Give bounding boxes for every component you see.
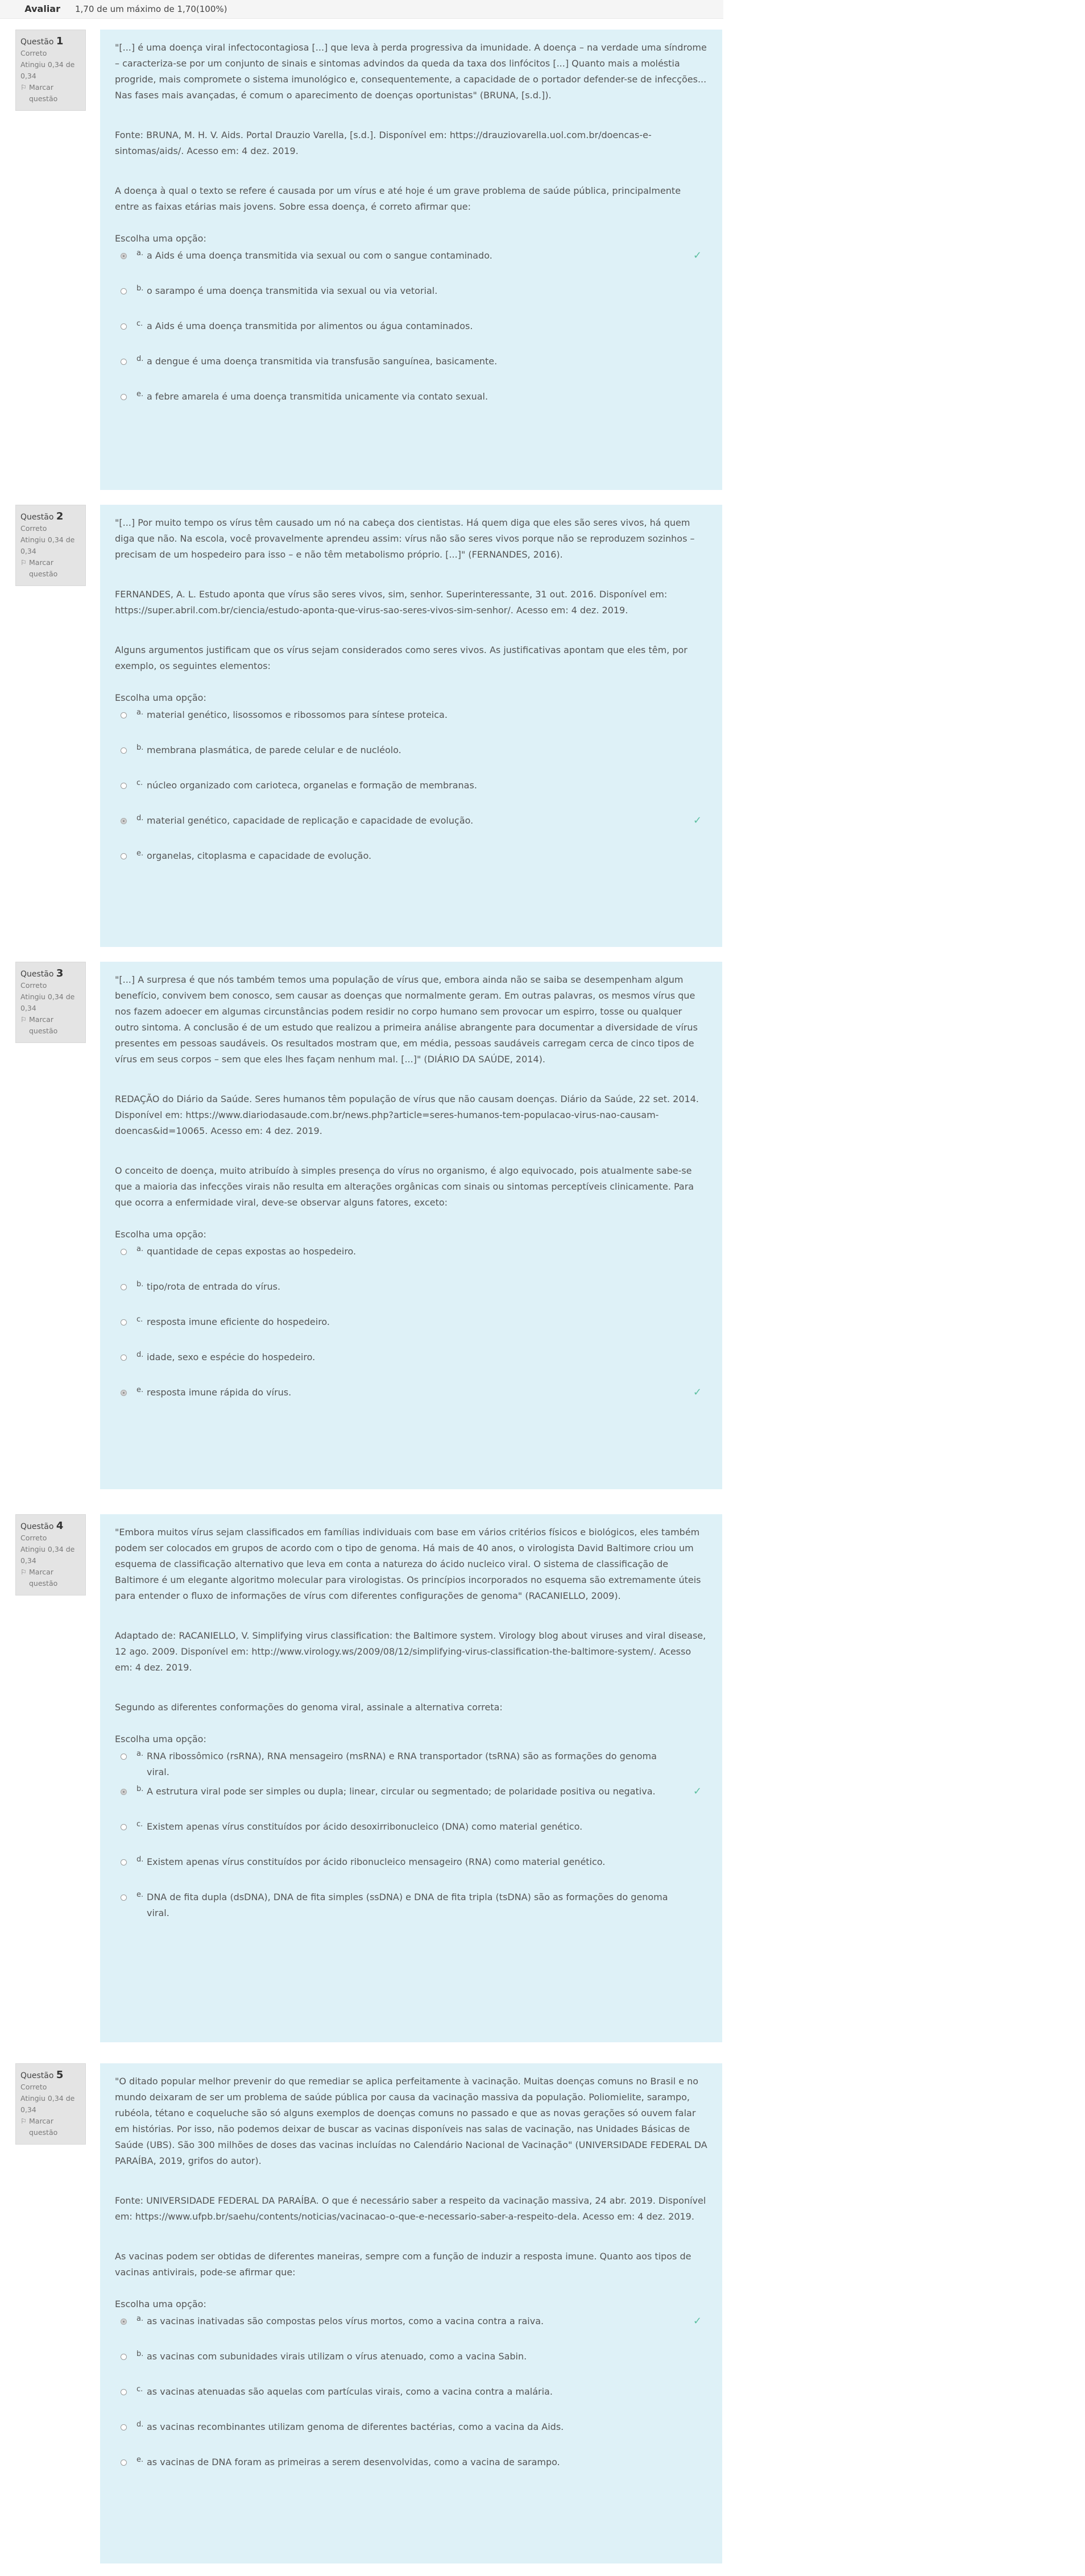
- option-text: material genético, lisossomos e ribossomos para síntese proteica.: [147, 709, 448, 720]
- question-word: Questão: [20, 970, 54, 979]
- radio-button[interactable]: [121, 288, 127, 294]
- check-icon: ✓: [693, 250, 702, 261]
- question-status: Correto: [20, 524, 47, 533]
- question-paragraph: "O ditado popular melhor prevenir do que remediar se aplica perfeitamente à vacinação. Muitas doenças comuns no Brasil e no mundo deixaram de ser um problema de saúde pública por causa da vacinação massiva da população. Poliomielite, sarampo, rubéola, tétano e coqueluche são só alguns exemplos de doenças comuns no passado e que as novas gerações só ouvem falar em histórias. Por isso, não podemos deixar de buscar as vacinas disponíveis nas salas de vacinação, nas Unidades Básicas de Saúde (UBS). São 300 milhões de doses das vacinas incluídas no Calendário Nacional de Vacinação" (UNIVERSIDADE FEDERAL DA PARAÍBA, 2019, grifos do autor).: [115, 2076, 707, 2166]
- option-letter: c.: [136, 779, 143, 787]
- question-info: [15, 1514, 86, 1596]
- grade-value: 1,70 de um máximo de 1,70(100%): [75, 4, 227, 14]
- option-text: membrana plasmática, de parede celular e de nucléolo.: [147, 745, 401, 755]
- question-number: 2: [56, 510, 64, 522]
- question-title: [20, 1520, 81, 1532]
- question-title: [20, 2070, 81, 2081]
- answer-option[interactable]: [115, 389, 707, 423]
- option-letter: d.: [136, 1351, 144, 1359]
- question-content: [100, 2063, 722, 2563]
- answer-option[interactable]: [115, 1279, 707, 1313]
- radio-button[interactable]: [121, 783, 127, 789]
- option-letter: b.: [136, 1280, 144, 1289]
- option-letter: c.: [136, 1315, 143, 1324]
- question-paragraph: Fonte: UNIVERSIDADE FEDERAL DA PARAÍBA. O que é necessário saber a respeito da vacinação massiva, 24 abr. 2019. Disponível em: https://www.ufpb.br/saehu/contents/noticias/vacinacao-o-que-e-necessario-saber-a-respeito-dela. Acesso em: 4 dez. 2019.: [115, 2195, 706, 2222]
- option-text: as vacinas atenuadas são aquelas com partículas virais, como a vacina contra a malária.: [147, 2386, 553, 2397]
- option-letter: a.: [136, 1750, 144, 1758]
- choose-option-label: Escolha uma opção:: [115, 1734, 206, 1744]
- choose-option-label: Escolha uma opção:: [115, 233, 206, 244]
- option-text: resposta imune eficiente do hospedeiro.: [147, 1316, 330, 1327]
- radio-button[interactable]: [121, 1894, 127, 1901]
- answer-option[interactable]: [115, 1819, 707, 1853]
- question-paragraph: Fonte: BRUNA, M. H. V. Aids. Portal Drauzio Varella, [s.d.]. Disponível em: https://drauziovarella.uol.com.br/doencas-e-sintomas/aids/. Acesso em: 4 dez. 2019.: [115, 130, 652, 156]
- question-paragraph: "[...] A surpresa é que nós também temos uma população de vírus que, embora ainda não se saiba se desempenham algum benefício, convivem bem conosco, sem causar as doenças que normalmente geram. Em outras palavras, os mesmos vírus que nos fazem adoecer em algumas circunstâncias podem residir no corpo humano sem provocar um espirro, tosse ou qualquer outro sintoma. A conclusão é de um estudo que realizou a primeira análise abrangente para documentar a diversidade de vírus presentes em pessoas saudáveis. Os resultados mostram que, em média, pessoas saudáveis carregam cerca de cinco tipos de vírus em seus corpos – sem que eles lhes façam nenhum mal. [...]" (DIÁRIO DA SAÚDE, 2014).: [115, 974, 698, 1065]
- question-paragraph: "[...] Por muito tempo os vírus têm causado um nó na cabeça dos cientistas. Há quem diga que eles são seres vivos, há quem diga que não. Na escola, você provavelmente aprendeu assim: vírus não são seres vivos porque não se reproduzem sozinhos – precisam de um hospedeiro para isso – e não têm metabolismo próprio. [...]" (FERNANDES, 2016).: [115, 517, 695, 560]
- question-paragraph: Alguns argumentos justificam que os vírus sejam considerados como seres vivos. As justificativas apontam que eles têm, por exemplo, os seguintes elementos:: [115, 645, 688, 671]
- question-word: Questão: [20, 513, 54, 522]
- question-paragraph: "[...] é uma doença viral infectocontagiosa [...] que leva à perda progressiva da imunidade. A doença – na verdade uma síndrome – caracteriza-se por um conjunto de sinais e sintomas advindos da queda da taxa dos linfócitos [...] Quanto mais a moléstia progride, mais compromete o sistema imunológico e, consequentemente, a capacidade de o portador defender-se de infecções... Nas fases mais avançadas, é comum o aparecimento de doenças oportunistas" (BRUNA, [s.d.]).: [115, 42, 707, 101]
- option-text: resposta imune rápida do vírus.: [147, 1387, 292, 1398]
- answer-options: [115, 248, 707, 423]
- question-paragraph: Adaptado de: RACANIELLO, V. Simplifying virus classification: the Baltimore system. Virology blog about viruses and viral disease, 12 ago. 2009. Disponível em: http://www.virology.ws/2009/08/12/simplifying-virus-classification-the-baltimore-system/. Acesso em: 4 dez. 2019.: [115, 1630, 706, 1673]
- radio-button[interactable]: [121, 2319, 127, 2325]
- option-text: quantidade de cepas expostas ao hospedeiro.: [147, 1246, 357, 1257]
- question-word: Questão: [20, 38, 54, 47]
- choose-option-label: Escolha uma opção:: [115, 692, 206, 703]
- radio-button[interactable]: [121, 1355, 127, 1361]
- option-letter: c.: [136, 1820, 143, 1829]
- answer-option[interactable]: [115, 848, 707, 882]
- option-letter: d.: [136, 2420, 144, 2429]
- question-info: [15, 30, 86, 111]
- question-status: Correto: [20, 2083, 47, 2091]
- radio-button[interactable]: [121, 853, 127, 859]
- answer-options: [115, 707, 707, 882]
- answer-options: [115, 1748, 707, 1923]
- flag-question-button[interactable]: [20, 82, 81, 105]
- radio-button[interactable]: [121, 1284, 127, 1290]
- radio-button[interactable]: [121, 1249, 127, 1255]
- option-letter: e.: [136, 390, 144, 398]
- option-letter: a.: [136, 2315, 144, 2323]
- check-icon: ✓: [693, 1386, 702, 1398]
- answer-option[interactable]: [115, 1349, 707, 1383]
- option-text: material genético, capacidade de replicação e capacidade de evolução.: [147, 815, 474, 826]
- flag-question-button[interactable]: [20, 2116, 81, 2138]
- answer-option[interactable]: [115, 778, 707, 812]
- option-text: a Aids é uma doença transmitida por alimentos ou água contaminados.: [147, 321, 473, 331]
- option-letter: d.: [136, 814, 144, 822]
- question-word: Questão: [20, 1522, 54, 1531]
- answer-option[interactable]: [115, 283, 707, 317]
- question-paragraph: REDAÇÃO do Diário da Saúde. Seres humanos têm população de vírus que não causam doenças. Diário da Saúde, 22 set. 2014. Disponível em: https://www.diariodasaude.com.br/news.php?article=seres-humanos-tem-populacao-virus-nao-causam-doencas&id=10065. Acesso em: 4 dez. 2019.: [115, 1094, 699, 1136]
- option-text: a Aids é uma doença transmitida via sexual ou com o sangue contaminado.: [147, 250, 492, 261]
- flag-icon: ⚐: [20, 83, 27, 92]
- answer-option[interactable]: [115, 707, 707, 741]
- radio-button[interactable]: [121, 359, 127, 365]
- question-status: Correto: [20, 1534, 47, 1542]
- option-letter: e.: [136, 849, 144, 858]
- question-content: [100, 1514, 722, 2042]
- option-letter: a.: [136, 708, 144, 717]
- question-status: Correto: [20, 49, 47, 57]
- question-paragraph: O conceito de doença, muito atribuído à simples presença do vírus no organismo, é algo equivocado, pois atualmente sabe-se que a maioria das infecções virais não resulta em alterações orgânicas com sinais ou sintomas perceptíveis clinicamente. Para que ocorra a enfermidade viral, deve-se observar alguns fatores, exceto:: [115, 1165, 694, 1208]
- flag-icon: ⚐: [20, 1015, 27, 1024]
- answer-options: [115, 1244, 707, 1419]
- answer-option[interactable]: [115, 1748, 707, 1783]
- radio-button[interactable]: [121, 1859, 127, 1865]
- option-letter: a.: [136, 249, 144, 257]
- question-content: [100, 30, 722, 490]
- choose-option-label: Escolha uma opção:: [115, 2299, 206, 2309]
- option-text: as vacinas de DNA foram as primeiras a serem desenvolvidas, como a vacina de sarampo.: [147, 2457, 560, 2467]
- grade-label: Avaliar: [24, 3, 60, 14]
- radio-button[interactable]: [121, 253, 127, 259]
- question-paragraph: A doença à qual o texto se refere é causada por um vírus e até hoje é um grave problema de saúde pública, principalmente entre as faixas etárias mais jovens. Sobre essa doença, é correto afirmar que:: [115, 185, 681, 212]
- option-letter: e.: [136, 2455, 144, 2464]
- question-score: Atingiu 0,34 de 0,34: [20, 2094, 75, 2114]
- option-letter: e.: [136, 1386, 144, 1394]
- flag-question-label: Marcar questão: [29, 1568, 58, 1588]
- question-status: Correto: [20, 981, 47, 990]
- radio-button[interactable]: [121, 2459, 127, 2466]
- option-text: as vacinas recombinantes utilizam genoma de diferentes bactérias, como a vacina da Aids.: [147, 2421, 564, 2432]
- option-text: A estrutura viral pode ser simples ou dupla; linear, circular ou segmentado; de polaridade positiva ou negativa.: [147, 1786, 656, 1797]
- option-text: Existem apenas vírus constituídos por ácido ribonucleico mensageiro (RNA) como material genético.: [147, 1856, 606, 1867]
- option-text: RNA ribossômico (rsRNA), RNA mensageiro (msRNA) e RNA transportador (tsRNA) são as formações do genoma viral.: [147, 1751, 657, 1777]
- radio-button[interactable]: [121, 1319, 127, 1326]
- radio-button[interactable]: [121, 2354, 127, 2360]
- answer-option[interactable]: [115, 1889, 707, 1923]
- answer-option[interactable]: [115, 2313, 707, 2348]
- option-text: organelas, citoplasma e capacidade de evolução.: [147, 850, 372, 861]
- answer-option[interactable]: [115, 1854, 707, 1888]
- question-title: [20, 968, 81, 980]
- question-paragraph: "Embora muitos vírus sejam classificados em famílias individuais com base em vários critérios físicos e biológicos, eles também podem ser colocados em grupos de acordo com o tipo de genoma. Há mais de 40 anos, o virologista David Baltimore criou um esquema de classificação alternativo que leva em conta a natureza do ácido nucleico viral. O sistema de classificação de Baltimore é um elegante algoritmo molecular para virologistas. Os princípios incorporados no esquema são extremamente úteis para entender o fluxo de informações de vírus com diferentes configurações de genoma" (RACANIELLO, 2009).: [115, 1527, 701, 1601]
- option-letter: c.: [136, 319, 143, 328]
- flag-icon: ⚐: [20, 558, 27, 567]
- radio-button[interactable]: [121, 818, 127, 824]
- radio-button[interactable]: [121, 1789, 127, 1795]
- option-text: Existem apenas vírus constituídos por ácido desoxirribonucleico (DNA) como material genético.: [147, 1821, 583, 1832]
- check-icon: ✓: [693, 1785, 702, 1797]
- answer-option[interactable]: [115, 2349, 707, 2383]
- question-content: [100, 962, 722, 1489]
- choose-option-label: Escolha uma opção:: [115, 1229, 206, 1240]
- flag-question-button[interactable]: [20, 1567, 81, 1589]
- answer-option[interactable]: [115, 354, 707, 388]
- question-number: 1: [56, 35, 64, 47]
- option-letter: b.: [136, 2350, 144, 2358]
- answer-option[interactable]: [115, 1244, 707, 1278]
- answer-options: [115, 2313, 707, 2488]
- option-text: as vacinas inativadas são compostas pelos vírus mortos, como a vacina contra a raiva.: [147, 2316, 544, 2326]
- option-text: a febre amarela é uma doença transmitida unicamente via contato sexual.: [147, 391, 488, 402]
- radio-button[interactable]: [121, 712, 127, 718]
- question-score: Atingiu 0,34 de 0,34: [20, 992, 75, 1012]
- option-letter: b.: [136, 284, 144, 293]
- question-title: [20, 36, 81, 48]
- question-word: Questão: [20, 2071, 54, 2080]
- answer-option[interactable]: [115, 742, 707, 776]
- answer-option[interactable]: [115, 318, 707, 352]
- question-info: [15, 2063, 86, 2145]
- option-letter: a.: [136, 1245, 144, 1253]
- flag-question-button[interactable]: [20, 557, 81, 580]
- answer-option[interactable]: [115, 1314, 707, 1348]
- check-icon: ✓: [693, 2315, 702, 2327]
- flag-question-button[interactable]: [20, 1014, 81, 1037]
- flag-icon: ⚐: [20, 1568, 27, 1576]
- answer-option[interactable]: [115, 2454, 707, 2488]
- option-letter: c.: [136, 2385, 143, 2394]
- question-paragraph: As vacinas podem ser obtidas de diferentes maneiras, sempre com a função de induzir a resposta imune. Quanto aos tipos de vacinas antivirais, pode-se afirmar que:: [115, 2251, 691, 2278]
- radio-button[interactable]: [121, 747, 127, 754]
- flag-icon: ⚐: [20, 2117, 27, 2125]
- answer-option[interactable]: [115, 248, 707, 282]
- question-content: [100, 505, 722, 947]
- review-summary-bar: [0, 0, 723, 19]
- question-paragraph: Segundo as diferentes conformações do genoma viral, assinale a alternativa correta:: [115, 1702, 503, 1713]
- option-text: o sarampo é uma doença transmitida via sexual ou via vetorial.: [147, 285, 438, 296]
- flag-question-label: Marcar questão: [29, 558, 58, 578]
- option-letter: b.: [136, 1785, 144, 1793]
- option-letter: e.: [136, 1891, 144, 1899]
- radio-button[interactable]: [121, 1754, 127, 1760]
- answer-option[interactable]: [115, 2419, 707, 2453]
- check-icon: ✓: [693, 815, 702, 826]
- radio-button[interactable]: [121, 1824, 127, 1830]
- radio-button[interactable]: [121, 1390, 127, 1396]
- flag-question-label: Marcar questão: [29, 1015, 58, 1035]
- question-number: 5: [56, 2069, 64, 2081]
- question-number: 3: [56, 967, 64, 979]
- answer-option[interactable]: [115, 1385, 707, 1419]
- answer-option[interactable]: [115, 2384, 707, 2418]
- option-text: a dengue é uma doença transmitida via transfusão sanguínea, basicamente.: [147, 356, 498, 367]
- option-text: as vacinas com subunidades virais utilizam o vírus atenuado, como a vacina Sabin.: [147, 2351, 527, 2362]
- answer-option[interactable]: [115, 1784, 707, 1818]
- option-text: tipo/rota de entrada do vírus.: [147, 1281, 281, 1292]
- answer-option[interactable]: [115, 813, 707, 847]
- radio-button[interactable]: [121, 2389, 127, 2395]
- option-letter: d.: [136, 355, 144, 363]
- question-paragraph: FERNANDES, A. L. Estudo aponta que vírus são seres vivos, sim, senhor. Superinteressante, 31 out. 2016. Disponível em: https://super.abril.com.br/ciencia/estudo-aponta-que-virus-sao-seres-vivos-sim-senhor/. Acesso em: 4 dez. 2019.: [115, 589, 668, 616]
- question-score: Atingiu 0,34 de 0,34: [20, 1545, 75, 1565]
- option-letter: b.: [136, 743, 144, 752]
- radio-button[interactable]: [121, 394, 127, 400]
- question-info: [15, 962, 86, 1043]
- option-text: núcleo organizado com carioteca, organelas e formação de membranas.: [147, 780, 477, 791]
- question-info: [15, 505, 86, 586]
- question-score: Atingiu 0,34 de 0,34: [20, 60, 75, 80]
- radio-button[interactable]: [121, 323, 127, 330]
- option-text: DNA de fita dupla (dsDNA), DNA de fita simples (ssDNA) e DNA de fita tripla (tsDNA) são as formações do genoma viral.: [147, 1892, 668, 1918]
- radio-button[interactable]: [121, 2424, 127, 2430]
- flag-question-label: Marcar questão: [29, 2117, 58, 2137]
- option-letter: d.: [136, 1855, 144, 1864]
- question-title: [20, 511, 81, 523]
- question-number: 4: [56, 1520, 64, 1532]
- flag-question-label: Marcar questão: [29, 83, 58, 103]
- option-text: idade, sexo e espécie do hospedeiro.: [147, 1352, 316, 1362]
- question-score: Atingiu 0,34 de 0,34: [20, 535, 75, 555]
